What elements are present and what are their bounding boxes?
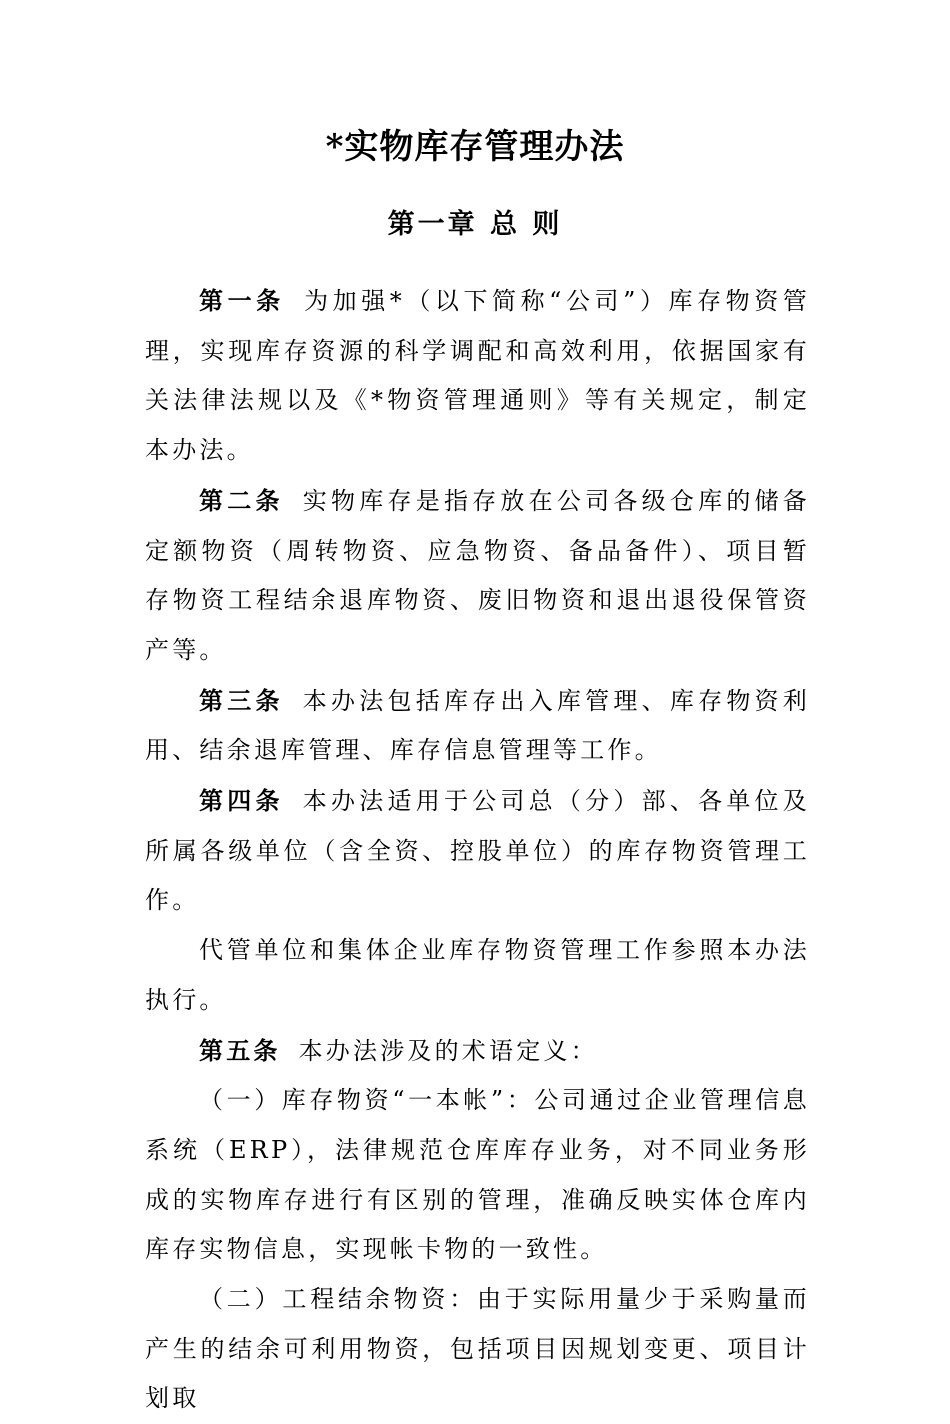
article-number: 第三条 [199,685,284,715]
article-text: 本办法包括库存出入库管理、库存物资利用、结余退库管理、库存信息管理等工作。 [145,686,810,765]
article-4-note [145,926,810,1025]
article-text: 实物库存是指存放在公司各级仓库的储备定额物资（周转物资、应急物资、备品备件）、项目暂存物资工程结余退库物资、废旧物资和退出退役保管资产等。 [145,486,810,664]
article-text: 本办法适用于公司总（分）部、各单位及所属各级单位（含全资、控股单位）的库存物资管理工作。 [145,787,810,915]
definition-2 [145,1275,810,1424]
article-text: （一）库存物资“一本帐”：公司通过企业管理信息系统（ERP），法律规范仓库库存业务，对不同业务形成的实物库存进行有区别的管理，准确反映实体仓库内库存实物信息，实现帐卡物的一致性。 [145,1086,810,1264]
chapter-heading: 第一章 总 则 [387,209,563,240]
definition-1 [145,1076,810,1275]
document-title: *实物库存管理办法 [325,127,625,167]
article-text: 为加强*（以下简称“公司”）库存物资管理，实现库存资源的科学调配和高效利用，依据国家有关法律法规以及《*物资管理通则》等有关规定，制定本办法。 [145,287,810,465]
article-number: 第二条 [199,485,284,515]
article-4 [145,776,810,926]
article-number: 第五条 [199,1035,281,1065]
article-3 [145,676,810,776]
article-number: 第四条 [199,786,284,816]
article-text: （二）工程结余物资：由于实际用量少于采购量而产生的结余可利用物资，包括项目因规划变更、项目计划取 [145,1285,810,1413]
article-5 [145,1026,810,1077]
article-1 [145,276,810,476]
article-2 [145,476,810,676]
article-text: 代管单位和集体企业库存物资管理工作参照本办法执行。 [145,936,810,1014]
document-body [145,276,810,1424]
article-text: 本办法涉及的术语定义： [298,1036,598,1065]
article-number: 第一条 [199,286,285,315]
